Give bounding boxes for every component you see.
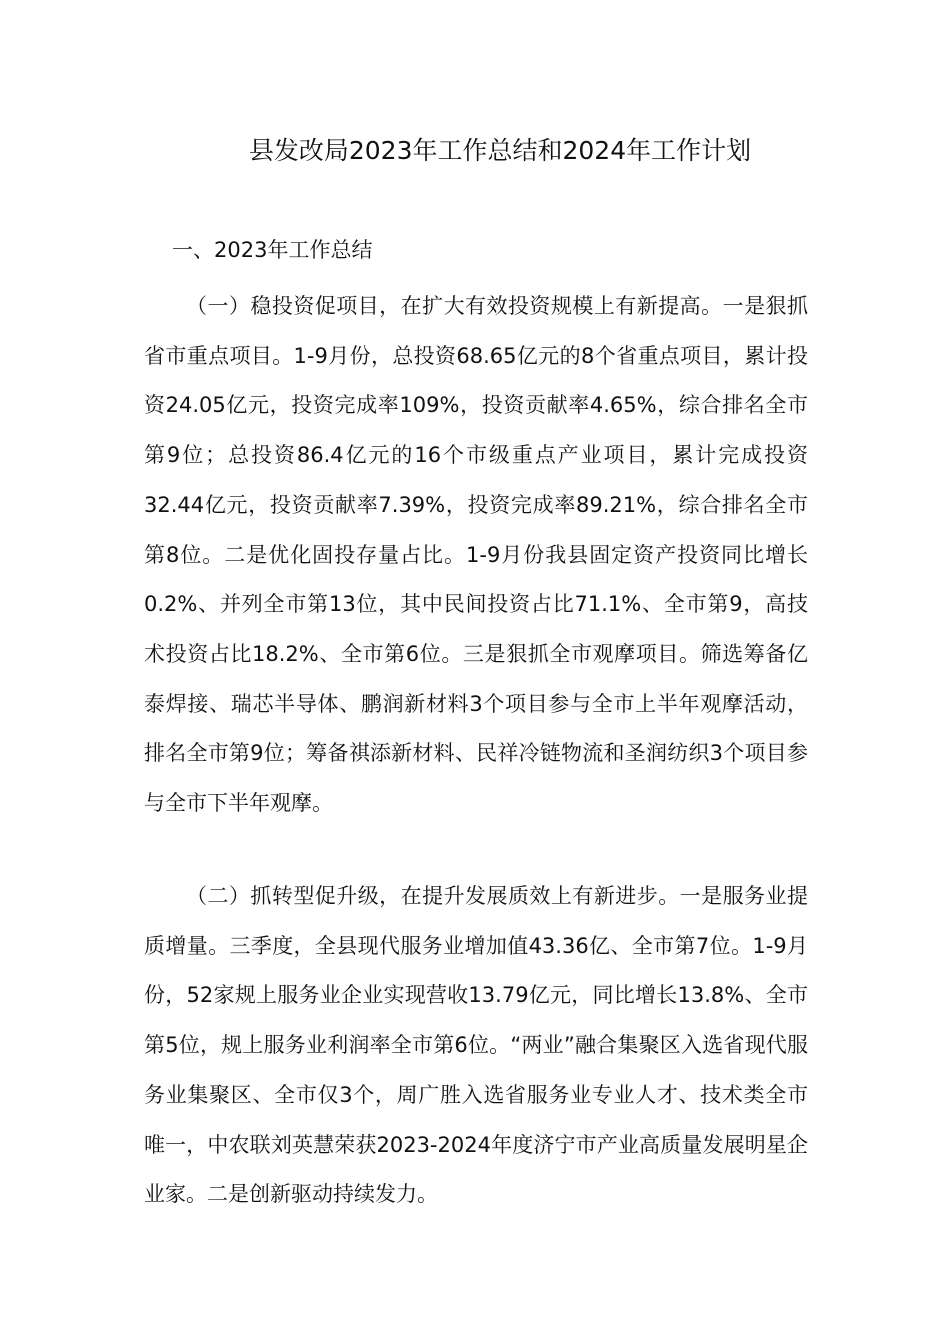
- document-title: 县发改局2023年工作总结和2024年工作计划: [248, 136, 752, 165]
- section-heading: 一、2023年工作总结: [172, 238, 373, 262]
- paragraph-investment: （一）稳投资促项目，在扩大有效投资规模上有新提高。一是狠抓省市重点项目。1-9月份，总投资68.65亿元的8个省重点项目，累计投资24.05亿元，投资完成率109%，投资贡献率4.65%，综合排名全市第9位；总投资86.4亿元的16个市级重点产业项目，累计完成投资32.44亿元，投资贡献率7.39%，投资完成率89.21%，综合排名全市第8位。二是优化固投存量占比。1-9月份我县固定资产投资同比增长0.2%、并列全市第13位，其中民间投资占比71.1%、全市第9，高技术投资占比18.2%、全市第6位。三是狠抓全市观摩项目。筛选筹备亿泰焊接、瑞芯半导体、鹏润新材料3个项目参与全市上半年观摩活动，排名全市第9位；筹备祺添新材料、民祥冷链物流和圣润纺织3个项目参与全市下半年观摩。: [144, 294, 808, 816]
- paragraph-transformation: （二）抓转型促升级，在提升发展质效上有新进步。一是服务业提质增量。三季度，全县现代服务业增加值43.36亿、全市第7位。1-9月份，52家规上服务业企业实现营收13.79亿元，同比增长13.8%、全市第5位，规上服务业利润率全市第6位。“两业”融合集聚区入选省现代服务业集聚区、全市仅3个，周广胜入选省服务业专业人才、技术类全市唯一，中农联刘英慧荣获2023-2024年度济宁市产业高质量发展明星企业家。二是创新驱动持续发力。: [144, 884, 808, 1207]
